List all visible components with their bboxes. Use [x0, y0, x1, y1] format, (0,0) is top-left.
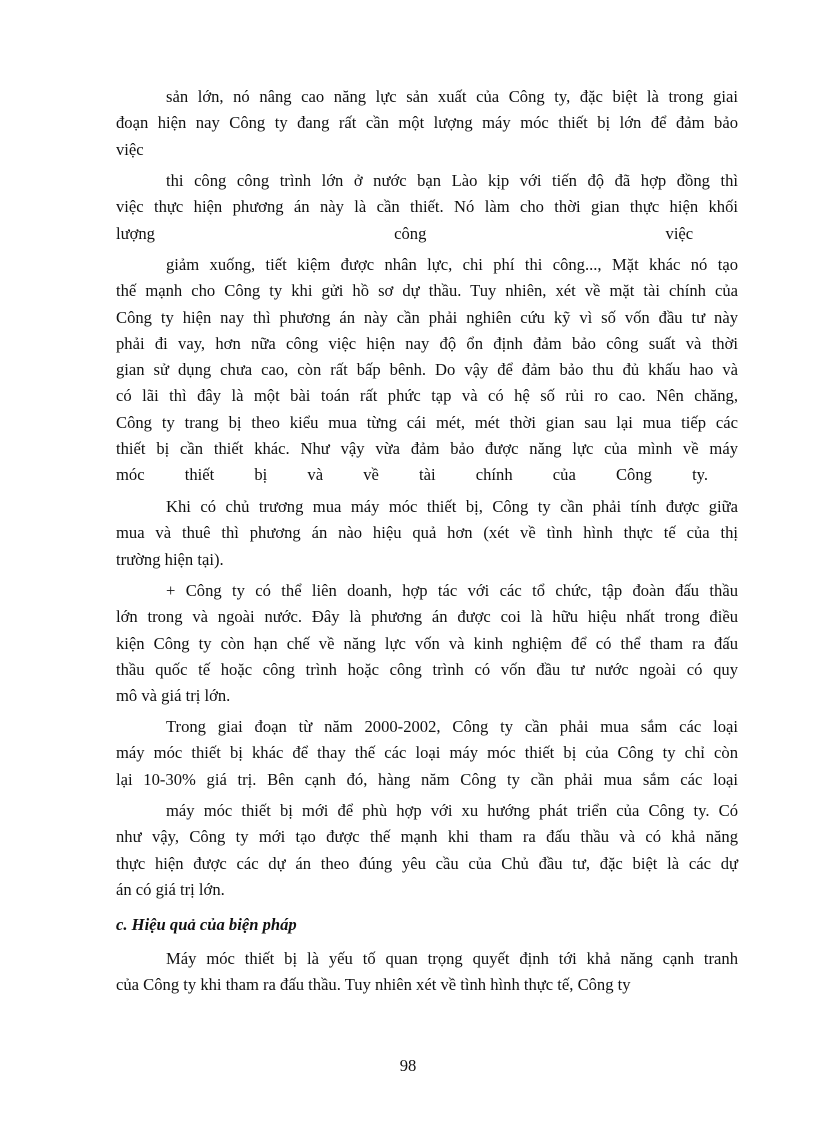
text-line: việc — [116, 139, 144, 159]
text-line: gian sử dụng chưa cao, còn rất bấp bênh. Do vậy để đảm bảo thu đủ khấu hao và — [116, 360, 738, 380]
paragraph — [116, 578, 738, 709]
text-line: thiết bị cần thiết khác. Như vậy vừa đảm bảo được năng lực của mình về máy — [116, 439, 738, 459]
paragraph — [116, 252, 738, 489]
paragraph — [116, 798, 738, 903]
text-line: lớn trong và ngoài nước. Đây là phương án được coi là hữu hiệu nhất trong điều — [116, 607, 738, 627]
text-line: của Công ty khi tham ra đấu thầu. Tuy nhiên xét về tình hình thực tế, Công ty — [116, 975, 631, 995]
text-line: lượng công việc — [116, 223, 694, 243]
text-line: mô và giá trị lớn. — [116, 686, 231, 706]
text-line: Máy móc thiết bị là yếu tố quan trọng quyết định tới khả năng cạnh tranh — [166, 949, 738, 968]
text-line: án có giá trị lớn. — [116, 879, 225, 899]
text-line: thế mạnh cho Công ty khi gửi hồ sơ dự thầu. Tuy nhiên, xét về mặt tài chính của — [116, 281, 738, 301]
text-line: sản lớn, nó nâng cao năng lực sản xuất của Công ty, đặc biệt là trong giai — [166, 87, 738, 106]
text-line: có lãi thì đây là một bài toán rất phức tạp và có hệ số rủi ro cao. Nên chăng, — [116, 386, 738, 406]
text-line: phải đi vay, hơn nữa công việc hiện nay độ ổn định đảm bảo công suất và thời — [116, 333, 738, 353]
paragraph — [116, 714, 738, 793]
page-number: 98 — [399, 1056, 417, 1075]
paragraph — [116, 168, 738, 247]
text-line: Trong giai đoạn từ năm 2000-2002, Công ty cần phải mua sắm các loại — [166, 717, 738, 736]
text-line: việc thực hiện phương án này là cần thiết. Nó làm cho thời gian thực hiện khối — [116, 197, 738, 217]
text-line: giảm xuống, tiết kiệm được nhân lực, chi phí thi công..., Mặt khác nó tạo — [166, 255, 738, 274]
paragraph — [116, 946, 738, 999]
text-line: lại 10-30% giá trị. Bên cạnh đó, hàng năm Công ty cần phải mua sắm các loại — [116, 769, 738, 789]
text-line: đoạn hiện nay Công ty đang rất cần một lượng máy móc thiết bị lớn để đảm bảo — [116, 113, 738, 133]
text-line: thầu quốc tế hoặc công trình hoặc công trình có vốn đầu tư nước ngoài có quy — [116, 659, 738, 679]
text-line: Khi có chủ trương mua máy móc thiết bị, Công ty cần phải tính được giữa — [166, 497, 738, 516]
text-line: Công ty trang bị theo kiểu mua từng cái mét, mét thời gian sau lại mua tiếp các — [116, 412, 738, 432]
text-line: thi công công trình lớn ở nước bạn Lào kịp với tiến độ đã hợp đồng thì — [166, 171, 738, 190]
section-heading: c. Hiệu quả của biện pháp — [116, 915, 297, 934]
text-line: trường hiện tại). — [116, 549, 224, 569]
text-line: máy móc thiết bị mới để phù hợp với xu hướng phát triển của Công ty. Có — [166, 801, 738, 820]
text-line: + Công ty có thể liên doanh, hợp tác với các tổ chức, tập đoàn đấu thầu — [166, 581, 738, 600]
text-line: thực hiện được các dự án theo đúng yêu cầu của Chủ đầu tư, đặc biệt là các dự — [116, 853, 738, 873]
text-line: máy móc thiết bị khác để thay thế các loại máy móc thiết bị của Công ty chỉ còn — [116, 743, 738, 763]
text-line: như vậy, Công ty mới tạo được thế mạnh khi tham ra đấu thầu và có khả năng — [116, 827, 738, 847]
text-line: móc thiết bị và về tài chính của Công ty. — [116, 465, 709, 485]
paragraph — [116, 494, 738, 573]
text-line: kiện Công ty còn hạn chế về năng lực vốn và kinh nghiệm để có thể tham ra đấu — [116, 633, 738, 653]
paragraph — [116, 84, 738, 163]
text-line: Công ty hiện nay thì phương án này cần phải nghiên cứu kỹ vì số vốn đầu tư này — [116, 307, 738, 327]
text-line: mua và thuê thì phương án nào hiệu quả hơn (xét về tình hình thực tế của thị — [116, 523, 738, 543]
